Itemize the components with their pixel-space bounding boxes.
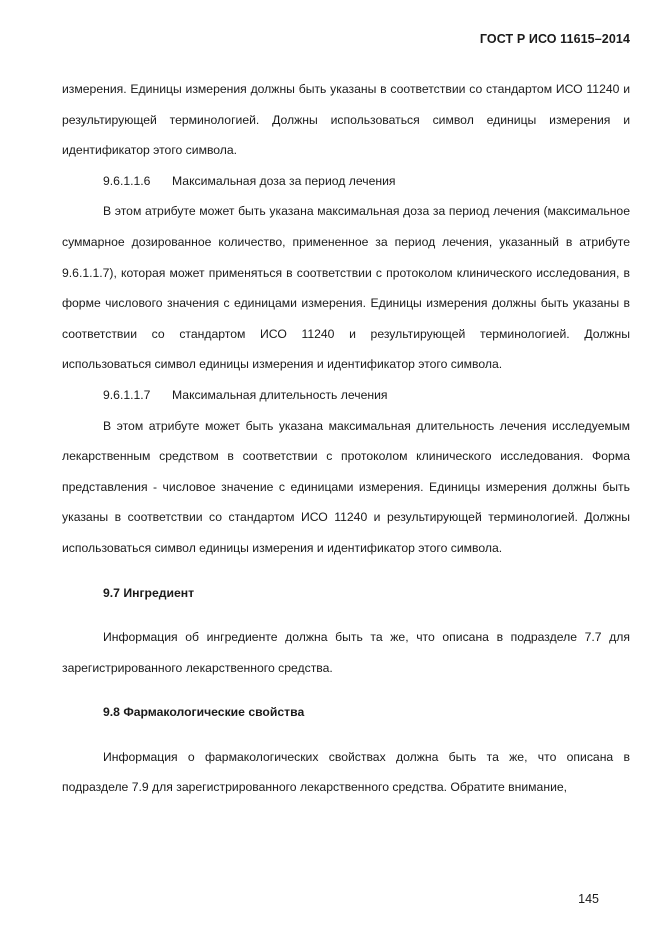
paragraph-units-continuation: измерения. Единицы измерения должны быть указаны в соответствии со стандартом ИСО 11240 и результирующей терминологией. Должны использоваться символ единицы измерения и идентификатор этого символа. [62,82,630,158]
section-heading-9-7: 9.7 Ингредиент [103,585,195,600]
paragraph-max-dose: В этом атрибуте может быть указана максимальная доза за период лечения (максимальное суммарное дозированное количество, примененное за период лечения, указанный в атрибуте 9.6.1.1.7), которая может применяться в соответствии с протоколом клинического исследования, в форме числового значения с единицами измерения. Единицы измерения должны быть указаны в соответствии со стандартом ИСО 11240 и результирующей терминологией. Должны использоваться символ единицы измерения и идентификатор этого символа. [62,204,630,372]
page-number: 145 [578,892,599,906]
paragraph-ingredient: Информация об ингредиенте должна быть та же, что описана в подразделе 7.7 для зарегистрированного лекарственного средства. [62,630,630,675]
paragraph-max-duration: В этом атрибуте может быть указана максимальная длительность лечения исследуемым лекарственным средством в соответствии с протоколом клинического исследования. Форма представления - числовое значение с единицами измерения. Единицы измерения должны быть указаны в соответствии со стандартом ИСО 11240 и результирующей терминологией. Должны использоваться символ единицы измерения и идентификатор этого символа. [62,418,630,555]
subclause-heading-9-6-1-1-7 [62,380,630,411]
document-body [62,74,630,803]
subclause-number: 9.6.1.1.7 [103,387,151,402]
subclause-title: Максимальная длительность лечения [172,387,388,402]
subclause-title: Максимальная доза за период лечения [172,173,396,188]
paragraph-pharmacological: Информация о фармакологических свойствах должна быть та же, что описана в подразделе 7.9 для зарегистрированного лекарственного средства. Обратите внимание, [62,749,630,795]
subclause-heading-9-6-1-1-6 [62,166,630,197]
document-header-standard: ГОСТ Р ИСО 11615–2014 [479,32,630,46]
subclause-number: 9.6.1.1.6 [103,173,151,188]
section-heading-9-8: 9.8 Фармакологические свойства [103,705,305,720]
